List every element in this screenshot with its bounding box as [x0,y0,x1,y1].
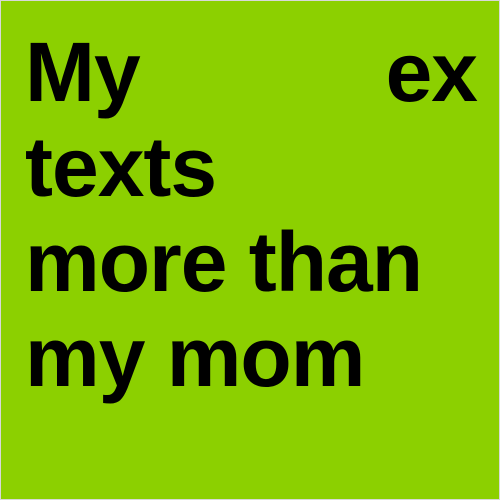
quote-line-2: texts [25,120,217,214]
quote-line-4: my mom [25,310,365,404]
quote-word-ex: ex [385,25,477,119]
quote-text [25,25,481,405]
quote-line-1 [25,25,477,120]
quote-line-3: more than [25,215,423,309]
quote-word-my: My [25,25,140,119]
